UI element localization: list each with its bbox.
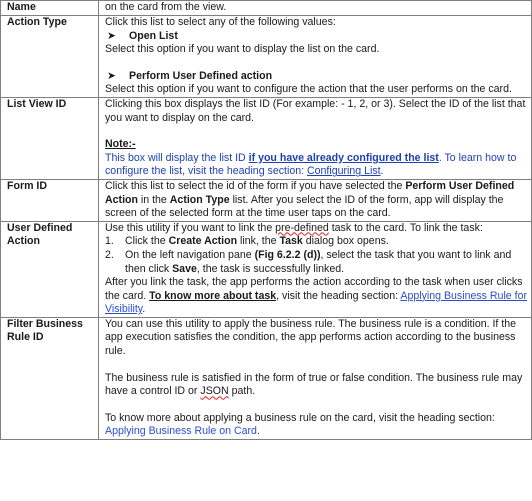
row-key-action-type: Action Type	[1, 16, 99, 98]
fbr-p2: The business rule is satisfied in the form of true or false condition. The business rule may have a control ID or JSON path.	[105, 371, 523, 398]
list-view-id-desc: Clicking this box displays the list ID (For example: - 1, 2, or 3). Select the ID of the list that you want to display on the card.	[105, 97, 526, 124]
list-item: 1. Click the Create Action link, the Task dialog box opens.	[105, 235, 389, 248]
row-value-form-id: Click this list to select the id of the form if you have selected the Perform User Defined Action in the Action Type list. After you select the ID of the form, app will display the screen of the selected form at the time user taps on the card.	[99, 179, 532, 221]
action-type-intro: Click this list to select any of the following values:	[105, 16, 336, 28]
configuring-list-link[interactable]: Configuring List	[307, 165, 381, 178]
uda-after: After you link the task, the app performs the action according to the task when user clicks the card. To know more about task, visit the heading section: Applying Business Rule for Visibility.	[105, 276, 527, 316]
option-open-list-desc: Select this option if you want to display the list on the card.	[105, 43, 380, 56]
row-value-list-view-id	[99, 97, 532, 179]
applying-business-rule-card-link[interactable]: Applying Business Rule on Card	[105, 425, 257, 438]
row-value-action-type	[99, 16, 532, 98]
arrow-bullet-icon: ➤	[107, 29, 116, 42]
row-value-user-defined-action	[99, 221, 532, 317]
table-row	[1, 97, 532, 179]
row-key-filter-business-rule-id: Filter Business Rule ID	[1, 317, 99, 439]
row-key-name: Name	[1, 1, 99, 16]
list-item: 2. On the left navigation pane (Fig 6.2.2 (d)), select the task that you want to link and then click Save, the task is successfully linked.	[105, 248, 512, 275]
row-key-user-defined-action: User Defined Action	[1, 221, 99, 317]
option-open-list: ➤ Open List	[107, 29, 178, 42]
table-row	[1, 179, 532, 221]
table-row	[1, 16, 532, 98]
row-value-name: on the card from the view.	[99, 1, 532, 16]
row-value-filter-business-rule-id	[99, 317, 532, 439]
note-text: This box will display the list ID if you have already configured the list. To learn how to configure the list, visit the heading section: Configuring List.	[105, 151, 517, 178]
table-row	[1, 221, 532, 317]
table-row	[1, 317, 532, 439]
arrow-bullet-icon: ➤	[107, 69, 116, 82]
fbr-p3: To know more about applying a business rule on the card, visit the heading section: Applying Business Rule on Card.	[105, 411, 495, 438]
fbr-p1: You can use this utility to apply the business rule. The business rule is a condition. If the app execution satisfies the condition, the app performs action according to the business rule.	[105, 317, 517, 358]
option-perform-user-action: ➤ Perform User Defined action	[107, 69, 273, 82]
row-key-form-id: Form ID	[1, 179, 99, 221]
uda-intro: Use this utility if you want to link the pre-defined task to the card. To link the task:	[105, 221, 483, 234]
applying-business-rule-visibility-link[interactable]: Applying Business Rule for Visibility	[105, 289, 527, 316]
option-perform-user-action-desc: Select this option if you want to configure the action that the user performs on the card.	[105, 83, 512, 96]
uda-steps	[105, 235, 528, 276]
row-key-list-view-id: List View ID	[1, 97, 99, 179]
table-row	[1, 1, 532, 16]
note-label: Note:-	[105, 138, 136, 151]
note-bold-text: if you have already configured the list	[248, 151, 439, 164]
